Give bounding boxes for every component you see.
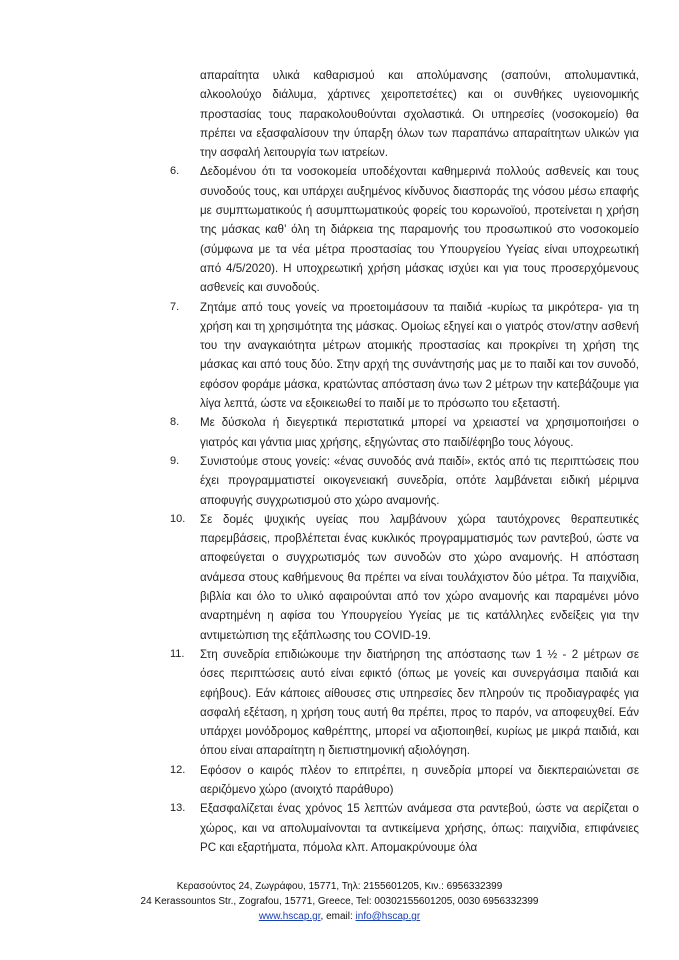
footer-contact bbox=[0, 909, 679, 924]
list-item-11 bbox=[170, 645, 639, 761]
list-item-10 bbox=[170, 510, 639, 645]
intro-paragraph: απαραίτητα υλικά καθαρισμού και απολύμανσης (σαπούνι, απολυμαντικά, αλκοολούχο διάλυμα, χάρτινες χειροπετσέτες) και οι συνθήκες υγειονομικής προστασίας τους παρακολουθούνται σχολαστικά. Οι υπηρεσίες (νοσοκομείο) θα πρέπει να εξασφαλίσουν την ύπαρξη όλων των παραπάνω απαραίτητων υλικών για την ασφαλή λειτουργία των ιατρείων. bbox=[200, 69, 639, 160]
page-footer bbox=[0, 879, 679, 924]
list-item-9 bbox=[170, 452, 639, 510]
email-link[interactable]: info@hscap.gr bbox=[355, 911, 421, 922]
document-body bbox=[170, 66, 639, 857]
list-item-8 bbox=[170, 413, 639, 452]
list-item-text: Ζητάμε από τους γονείς να προετοιμάσουν τα παιδιά -κυρίως τα μικρότερα- για τη χρήση και τη χρησιμότητα της μάσκας. Ομοίως εξηγεί και ο γιατρός στον/στην ασθενή του την αναγκαιότητα μέτρων ατομικής προστασίας και προκρίνει τη χρήση της μάσκας και από τους δύο. Στην αρχή της συνάντησής μας με το παιδί και τον συνοδό, εφόσον φοράμε μάσκα, κρατώντας απόσταση άνω των 2 μέτρων την κατεβάζουμε για λίγα λεπτά, ώστε να εξοικειωθεί το παιδί με το πρόσωπο του εξεταστή. bbox=[200, 300, 639, 411]
list-item-12 bbox=[170, 761, 639, 800]
list-item-text: Σε δομές ψυχικής υγείας που λαμβάνουν χώρα ταυτόχρονες θεραπευτικές παρεμβάσεις, προβλέπεται ένας κυκλικός προγραμματισμός των ραντεβού, ώστε να αποφεύγεται ο συγχρωτισμός των συνοδών στο χώρο αναμονής. Η απόσταση ανάμεσα στους καθήμενους θα πρέπει να είναι τουλάχιστον δύο μέτρα. Τα παιχνίδια, βιβλία και όλο το υλικό αφαιρούνται από τον χώρο αναμονής και παραμένει μόνο αναρτημένη η αφίσα του Υπουργείου Υγείας με τις κατάλληλες ενδείξεις για την αντιμετώπιση της εξάπλωσης του COVID-19. bbox=[200, 512, 639, 642]
list-item-6 bbox=[170, 162, 639, 297]
footer-address-english: 24 Kerassountos Str., Zografou, 15771, Greece, Tel: 00302155601205, 0030 6956332399 bbox=[140, 896, 539, 907]
list-item-number: 10. bbox=[170, 512, 186, 525]
list-item-text: Στη συνεδρία επιδιώκουμε την διατήρηση της απόστασης των 1 ½ - 2 μέτρων σε όσες περιπτώσεις αυτό είναι εφικτό (όπως με γονείς και συνεργάσιμα παιδιά και εφήβους). Εάν κάποιες αίθουσες στις υπηρεσίες δεν πληρούν τις προδιαγραφές για ασφαλή εξέταση, η χρήση τους αυτή θα πρέπει, προς το παρόν, να αποφευχθεί. Εάν υπάρχει μονόδρομος καθρέπτης, μπορεί να αξιοποιηθεί, κυρίως με μικρά παιδιά, και όπου είναι απαραίτητη η διεπιστημονική αξιολόγηση. bbox=[200, 647, 639, 758]
website-link[interactable]: www.hscap.gr bbox=[258, 911, 321, 922]
email-label: , email: bbox=[320, 911, 356, 922]
list-item-number: 13. bbox=[170, 802, 186, 815]
list-item-number: 6. bbox=[170, 165, 180, 178]
list-item-13 bbox=[170, 799, 639, 857]
list-item-number: 8. bbox=[170, 416, 180, 429]
list-item-number: 12. bbox=[170, 763, 186, 776]
list-item-number: 11. bbox=[170, 647, 185, 660]
list-item-text: Συνιστούμε στους γονείς: «ένας συνοδός ανά παιδί», εκτός από τις περιπτώσεις που έχει προγραμματιστεί οικογενειακή συνεδρία, οπότε λαμβάνεται ειδική μέριμνα αποφυγής συγχρωτισμού στο χώρο αναμονής. bbox=[200, 454, 639, 507]
list-item-number: 7. bbox=[170, 300, 180, 313]
list-item-number: 9. bbox=[170, 454, 180, 467]
list-item-text: Εφόσον ο καιρός πλέον το επιτρέπει, η συνεδρία μπορεί να διεκπεραιώνεται σε αεριζόμενο χώρο (ανοιχτό παράθυρο) bbox=[200, 763, 639, 796]
list-item-text: Δεδομένου ότι τα νοσοκομεία υποδέχονται καθημερινά πολλούς ασθενείς και τους συνοδούς τους, και υπάρχει αυξημένος κίνδυνος διασποράς της νόσου μέσω επαφής με συμπτωματικούς ή ασυμπτωματικούς φορείς του κορωνοϊού, προτείνεται η χρήση της μάσκας καθ’ όλη τη διάρκεια της παραμονής του προσωπικού στο νοσοκομείο (σύμφωνα με τα νέα μέτρα προστασίας του Υπουργείου Υγείας είναι υποχρεωτική από 4/5/2020). Η υποχρεωτική χρήση μάσκας ισχύει και για τους προσερχόμενους ασθενείς και συνοδούς. bbox=[200, 165, 639, 295]
footer-address-greek: Κερασούντος 24, Ζωγράφου, 15771, Τηλ: 2155601205, Κιν.: 6956332399 bbox=[176, 881, 503, 892]
list-item-text: Με δύσκολα ή διεγερτικά περιστατικά μπορεί να χρειαστεί να χρησιμοποιήσει ο γιατρός και γάντια μιας χρήσης, εξηγώντας στο παιδί/έφηβο τους λόγους. bbox=[200, 416, 639, 449]
list-item-text: Εξασφαλίζεται ένας χρόνος 15 λεπτών ανάμεσα στα ραντεβού, ώστε να αερίζεται ο χώρος, και να απολυμαίνονται τα αντικείμενα χρήσης, όπως: παιχνίδια, επιφάνειες PC και εξαρτήματα, πόμολα κλπ. Απομακρύνουμε όλα bbox=[200, 802, 639, 854]
list-item-7 bbox=[170, 298, 639, 414]
